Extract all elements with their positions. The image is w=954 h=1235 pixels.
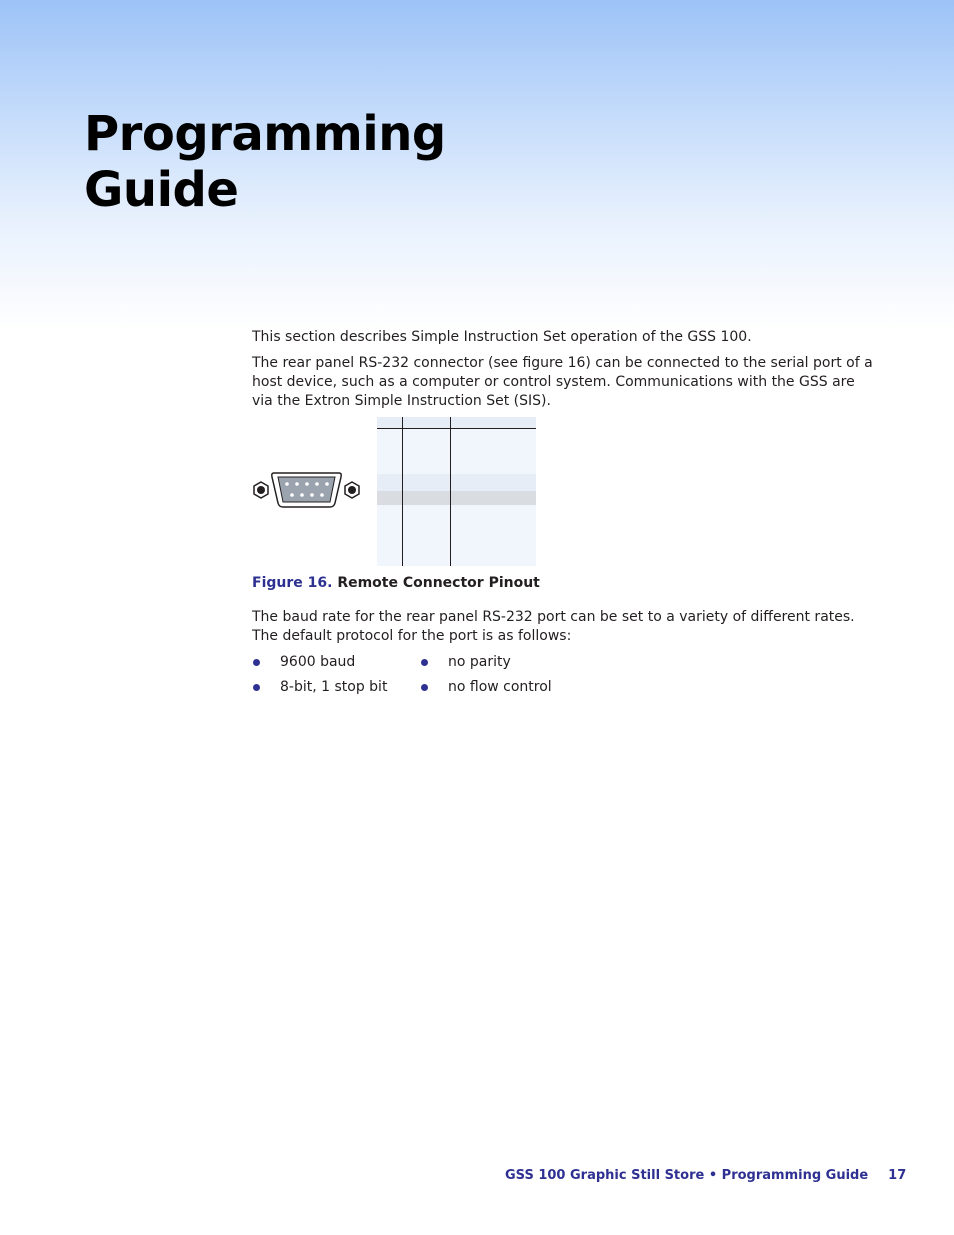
list-item-text: no parity <box>448 654 511 670</box>
pinout-table-column-rule <box>450 417 451 566</box>
list-item-text: 8-bit, 1 stop bit <box>280 679 388 695</box>
pinout-table <box>377 417 536 566</box>
list-item <box>252 653 387 678</box>
page-title-line-2: Guide <box>84 162 239 218</box>
figure-caption <box>252 574 540 593</box>
pinout-table-shaded-row <box>377 491 536 505</box>
baud-paragraph: The baud rate for the rear panel RS-232 port can be set to a variety of different rates. The default protocol for the port is as follows: <box>252 609 855 644</box>
bullet-icon <box>421 659 428 666</box>
bullet-icon <box>253 659 260 666</box>
list-item-text: 9600 baud <box>280 654 356 670</box>
page-title-line-1: Programming <box>84 106 446 162</box>
pinout-table-column-rule <box>402 417 403 566</box>
page-footer <box>505 1167 906 1185</box>
page-title <box>84 106 446 218</box>
page-number: 17 <box>888 1168 907 1183</box>
list-item-text: no flow control <box>448 679 552 695</box>
protocol-list-column-1 <box>252 653 387 703</box>
protocol-list-column-2 <box>420 653 552 703</box>
list-item <box>420 678 552 703</box>
db9-serial-connector-icon <box>252 470 370 510</box>
bullet-icon <box>253 684 260 691</box>
footer-text: GSS 100 Graphic Still Store • Programming Guide <box>505 1168 869 1183</box>
intro-paragraph: This section describes Simple Instruction Set operation of the GSS 100. <box>252 329 752 345</box>
list-item <box>252 678 387 703</box>
list-item <box>420 653 552 678</box>
rs232-paragraph: The rear panel RS-232 connector (see figure 16) can be connected to the serial port of a host device, such as a computer or control system. Communications with the GSS are via the Extron Simple Instruction Set (SIS). <box>252 355 873 409</box>
figure-caption-text: Remote Connector Pinout <box>337 575 540 591</box>
pinout-table-header-rule <box>377 428 536 429</box>
pinout-table-band <box>377 474 536 491</box>
figure-label: Figure 16. <box>252 575 333 591</box>
bullet-icon <box>421 684 428 691</box>
